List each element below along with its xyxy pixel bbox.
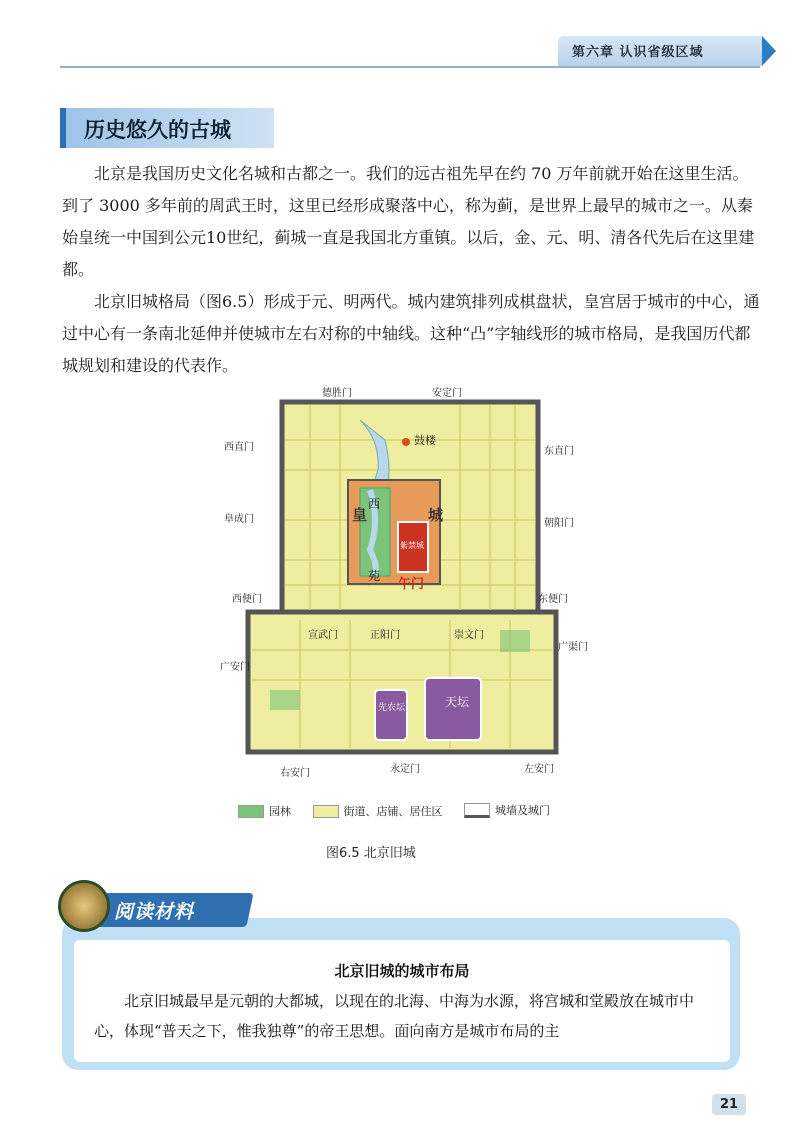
label-cheng: 城 (428, 506, 444, 524)
legend-street (313, 803, 443, 819)
legend-garden (238, 803, 291, 819)
gate-xuanwumen: 宣武门 (308, 630, 338, 641)
label-yuan: 苑 (368, 569, 381, 583)
gate-yongdingmen: 永定门 (390, 764, 420, 775)
beijing-old-city-map (210, 380, 590, 780)
gate-chongwenmen: 崇文门 (454, 630, 484, 641)
legend-swatch-garden (238, 805, 264, 818)
gate-zuoanmen: 左安门 (524, 764, 554, 775)
gate-guanganmen: 广安门 (220, 662, 250, 673)
gate-zhengyangmen: 正阳门 (370, 630, 400, 641)
paragraph-2: 北京旧城格局（图6.5）形成于元、明两代。城内建筑排列成棋盘状，皇宫居于城市的中心，通过中心有一条南北延伸并使城市左右对称的中轴线。这种“凸”字轴线形的城市格局，是我国历代都城规划和建设的代表作。 (62, 292, 760, 375)
label-xi: 西 (368, 497, 381, 511)
page-number: 21 (712, 1094, 746, 1115)
paragraph-1: 北京是我国历史文化名城和古都之一。我们的远古祖先早在约 70 万年前就开始在这里生活。到了 3000 多年前的周武王时，这里已经形成聚落中心，称为蓟，是世界上最早的城市之一。从秦始皇统一中国到公元10世纪，蓟城一直是我国北方重镇。以后，金、元、明、清各代先后在这里建都。 (62, 164, 755, 279)
gate-xizhimen: 西直门 (224, 442, 254, 453)
label-wumen: 午门 (398, 577, 425, 592)
gate-chaoyangmen: 朝阳门 (544, 518, 574, 529)
header-divider (60, 66, 760, 68)
figure-caption: 图6.5 北京旧城 (326, 846, 416, 861)
gate-andingmen: 安定门 (432, 388, 462, 399)
header-arrow-icon (762, 36, 776, 66)
gate-guangqumen: 广渠门 (558, 642, 588, 653)
gate-xibianmen: 西便门 (232, 594, 262, 605)
compass-icon (58, 880, 110, 932)
reading-title: 北京旧城的城市布局 (334, 962, 470, 980)
label-xiannongtan: 先农坛 (378, 703, 406, 713)
legend-swatch-street (313, 805, 339, 818)
map-legend (238, 802, 568, 821)
reading-text: 北京旧城最早是元朝的大都城，以现在的北海、中海为水源，将宫城和堂殿放在城市中心，体现“普天之下，惟我独尊”的帝王思想。面向南方是城市布局的主 (94, 992, 695, 1040)
gate-deshengmen: 德胜门 (322, 388, 352, 399)
label-tiantan: 天坛 (445, 695, 470, 709)
gate-dongzhimen: 东直门 (544, 446, 574, 457)
legend-label-wall: 城墙及城门 (495, 804, 550, 817)
temple-of-heaven (425, 678, 481, 740)
reading-tab-label: 阅读材料 (114, 901, 195, 923)
xiannongtan (375, 690, 407, 740)
legend-wall (464, 802, 550, 818)
section-title: 历史悠久的古城 (84, 118, 231, 142)
label-huang: 皇 (352, 506, 368, 524)
gate-fuchengmen: 阜成门 (224, 514, 254, 525)
gate-dongbianmen: 东便门 (538, 594, 568, 605)
label-gulou: 鼓楼 (414, 434, 436, 447)
label-zijincheng: 紫禁城 (400, 541, 424, 550)
gate-youanmen: 右安门 (280, 768, 310, 779)
chapter-header: 第六章 认识省级区域 (572, 45, 704, 60)
legend-label-street: 街道、店铺、居住区 (343, 805, 443, 818)
legend-swatch-wall (464, 803, 490, 818)
legend-label-garden: 园林 (269, 805, 291, 818)
